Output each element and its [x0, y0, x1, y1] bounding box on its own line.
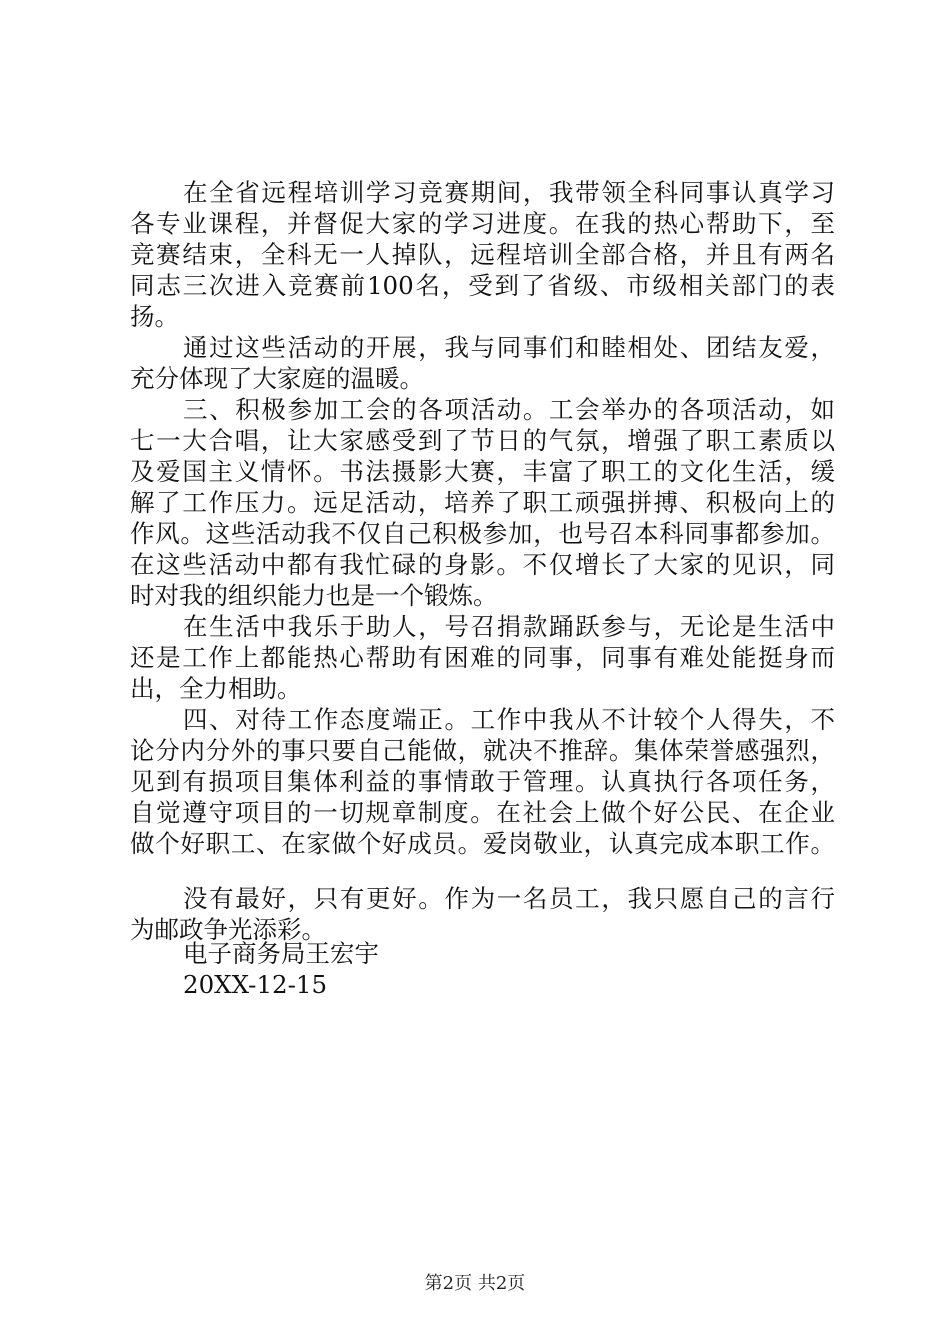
paragraph-line: 在生活中我乐于助人，号召捐款踊跃参与，无论是生活中 [183, 612, 835, 641]
paragraph-line: 时对我的组织能力也是一个锻炼。 [130, 581, 498, 610]
paragraph-line: 扬。 [130, 302, 179, 331]
paragraph-line: 作风。这些活动我不仅自己积极参加，也号召本科同事都参加。 [130, 519, 835, 548]
paragraph-line: 见到有损项目集体利益的事情敢于管理。认真执行各项任务， [130, 767, 835, 796]
paragraph-line: 通过这些活动的开展，我与同事们和睦相处、团结友爱， [183, 333, 835, 362]
signature-author: 电子商务局王宏宇 [183, 939, 379, 968]
paragraph-line: 四、对待工作态度端正。工作中我从不计较个人得失，不 [183, 705, 835, 734]
paragraph-line: 自觉遵守项目的一切规章制度。在社会上做个好公民、在企业 [130, 798, 835, 827]
paragraph-line: 论分内分外的事只要自己能做，就决不推辞。集体荣誉感强烈， [130, 736, 835, 765]
paragraph-line: 各专业课程，并督促大家的学习进度。在我的热心帮助下，至 [130, 209, 835, 238]
page-number-footer: 第2页 共2页 [424, 1273, 526, 1294]
paragraph-line: 同志三次进入竞赛前100名，受到了省级、市级相关部门的表 [130, 271, 835, 300]
paragraph-line: 竞赛结束，全科无一人掉队，远程培训全部合格，并且有两名 [130, 240, 835, 269]
paragraph-spacer [130, 859, 835, 883]
signature-block [183, 938, 379, 1000]
paragraph-line: 为邮政争光添彩。 [130, 915, 326, 944]
paragraph-line: 出，全力相助。 [130, 674, 302, 703]
paragraph-line: 充分体现了大家庭的温暖。 [130, 364, 424, 393]
paragraph-line: 在这些活动中都有我忙碌的身影。不仅增长了大家的见识，同 [130, 550, 835, 579]
paragraph-line: 还是工作上都能热心帮助有困难的同事，同事有难处能挺身而 [130, 643, 835, 672]
paragraph-line: 做个好职工、在家做个好成员。爱岗敬业，认真完成本职工作。 [130, 829, 835, 858]
paragraph-line: 解了工作压力。远足活动，培养了职工顽强拼搏、积极向上的 [130, 488, 835, 517]
paragraph-line: 在全省远程培训学习竞赛期间，我带领全科同事认真学习 [183, 178, 835, 207]
document-body [130, 177, 835, 945]
paragraph-line: 没有最好，只有更好。作为一名员工，我只愿自己的言行 [183, 884, 835, 913]
paragraph-line: 三、积极参加工会的各项活动。工会举办的各项活动，如 [183, 395, 835, 424]
paragraph-line: 及爱国主义情怀。书法摄影大赛，丰富了职工的文化生活，缓 [130, 457, 835, 486]
signature-date: 20XX-12-15 [183, 970, 328, 999]
paragraph-line: 七一大合唱，让大家感受到了节日的气氛，增强了职工素质以 [130, 426, 835, 455]
